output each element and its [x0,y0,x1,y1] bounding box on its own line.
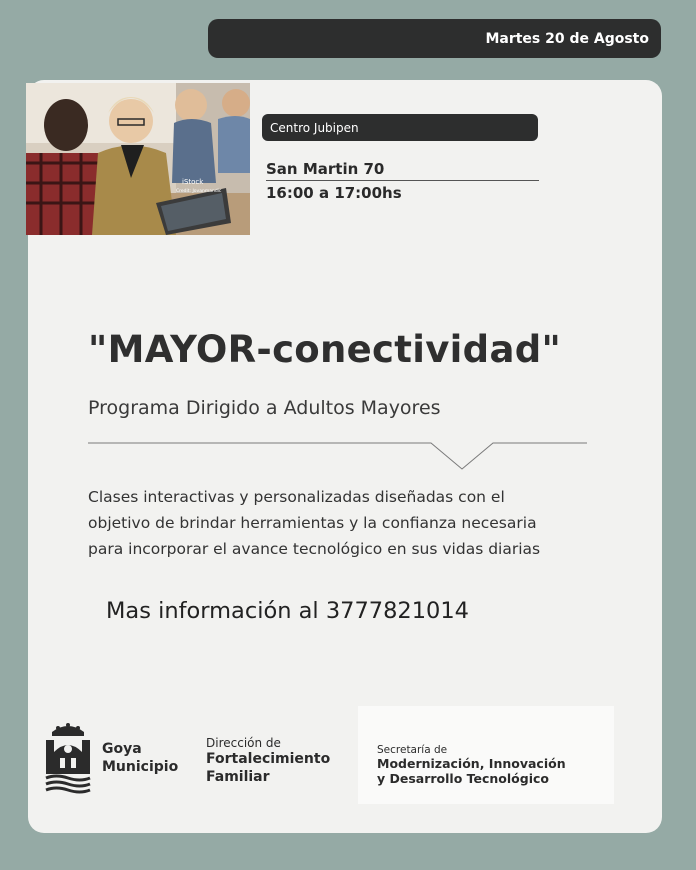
description-line: objetivo de brindar herramientas y la confianza necesaria [88,514,537,532]
secretaria-line3: y Desarrollo Tecnológico [377,771,549,786]
direccion-line1: Dirección de [206,736,281,750]
municipio-line2: Municipio [102,759,179,775]
date-banner [208,19,661,58]
address-divider [266,180,539,181]
secretaria-line2: Modernización, Innovación [377,756,566,771]
event-address: San Martin 70 [266,160,385,178]
direccion-line2: Fortalecimiento [206,751,331,767]
direccion-line3: Familiar [206,769,270,785]
municipal-crest-icon [44,722,92,794]
section-divider [88,438,588,472]
photo-watermark-brand: iStock [182,178,204,186]
event-hours: 16:00 a 17:00hs [266,184,402,202]
venue-label [262,114,538,141]
contact-info: Mas información al 3777821014 [106,598,469,624]
program-subtitle: Programa Dirigido a Adultos Mayores [88,397,441,419]
program-title: "MAYOR-conectividad" [88,328,562,371]
secretaria-logo [358,706,614,804]
event-date: Martes 20 de Agosto [485,30,649,47]
event-photo [26,83,250,235]
venue-name: Centro Jubipen [270,120,359,135]
goya-municipio-logo [44,722,178,794]
direccion-logo [206,736,330,786]
photo-watermark-credit: Credit: Jovanmandic [176,189,222,194]
description-line: para incorporar el avance tecnológico en sus vidas diarias [88,540,541,558]
photo-illustration [26,83,250,235]
program-description [88,484,608,562]
secretaria-line1: Secretaría de [377,744,448,756]
municipio-line1: Goya [102,741,142,757]
description-line: Clases interactivas y personalizadas diseñadas con el [88,488,505,506]
